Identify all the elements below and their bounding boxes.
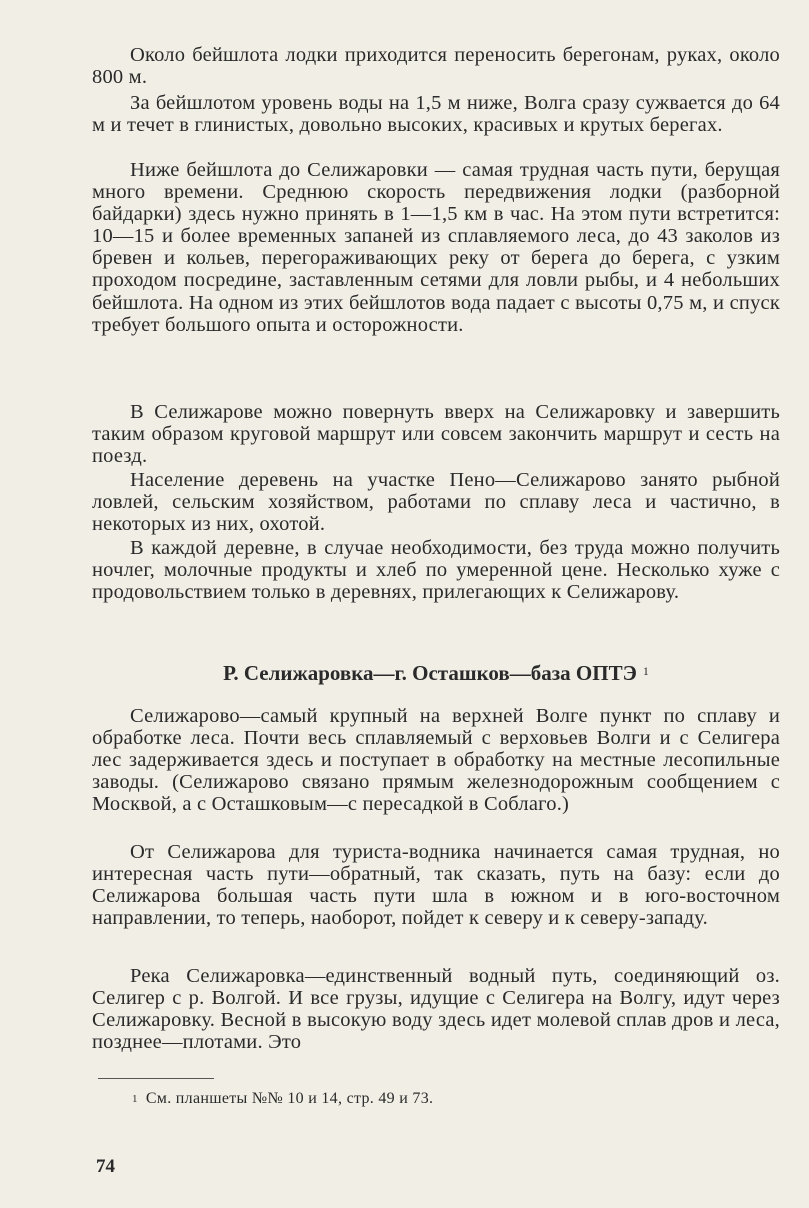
heading-footnote-mark: 1 [642,664,649,678]
paragraph-selizharovka-river: Река Селижаровка—единственный водный путь, соединяющий оз. Селигер с р. Волгой. И все грузы, идущие с Селигера на Волгу, идут через Селижаровку. Весной в высокую воду здесь идет молевой сплав дров и леса, позднее—плотами. Это [92,965,780,1054]
paragraph-hardest-part: Ниже бейшлота до Селижаровки — самая трудная часть пути, берущая много времени. Среднюю скорость передвижения лодки (разборной байдарки) здесь нужно принять в 1—1,5 км в час. На этом пути встретится: 10—15 и более временных запаней из сплавляемого леса, до 43 заколов из бревен и кольев, перегораживающих реку от берега до берега, с узким проходом посредине, заставленным сетями для ловли рыбы, и 4 небольших бейшлота. На одном из этих бейшлотов вода падает с высоты 0,75 м, и спуск требует большого опыта и осторожности. [92,159,780,336]
footnote-mark: 1 [132,1093,138,1105]
paragraph-lodging: В каждой деревне, в случае необходимости, без труда можно получить ночлег, молочные продукты и хлеб по умеренной цене. Несколько хуже с продовольствием только в деревнях, прилегающих к Селижарову. [92,537,780,604]
footnote [132,1089,433,1109]
paragraph-selizharovo-turn: В Селижарове можно повернуть вверх на Селижаровку и завершить таким образом круговой маршрут или совсем закончить маршрут и сесть на поезд. [92,401,780,468]
paragraph-portage: Около бейшлота лодки приходится переносить берегонам, руках, около 800 м. [92,44,780,89]
footnote-divider [98,1078,214,1079]
paragraph-return-route: От Селижарова для туриста-водника начинается самая трудная, но интересная часть пути—обратный, так сказать, путь на базу: если до Селижарова большая часть пути шла в южном и в юго-восточном направлении, то теперь, наоборот, пойдет к северу и к северу-западу. [92,841,780,930]
paragraph-below-dam: За бейшлотом уровень воды на 1,5 м ниже, Волга сразу сужвается до 64 м и течет в глинистых, довольно высоких, красивых и крутых берегах. [92,92,780,137]
paragraph-selizharovo-town: Селижарово—самый крупный на верхней Волге пункт по сплаву и обработке леса. Почти весь сплавляемый с верховьев Волги и с Селигера лес задерживается здесь и поступает в обработку на местные лесопильные заводы. (Селижарово связано прямым железнодорожным сообщением с Москвой, а с Осташковым—с пересадкой в Соблаго.) [92,705,780,816]
section-heading [92,660,780,686]
paragraph-population: Население деревень на участке Пено—Селижарово занято рыбной ловлей, сельским хозяйством, работами по сплаву леса и частично, в некоторых из них, охотой. [92,469,780,536]
page-number: 74 [96,1156,115,1177]
footnote-text: См. планшеты №№ 10 и 14, стр. 49 и 73. [145,1090,434,1107]
section-heading-text: Р. Селижаровка—г. Осташков—база ОПТЭ [223,661,637,685]
